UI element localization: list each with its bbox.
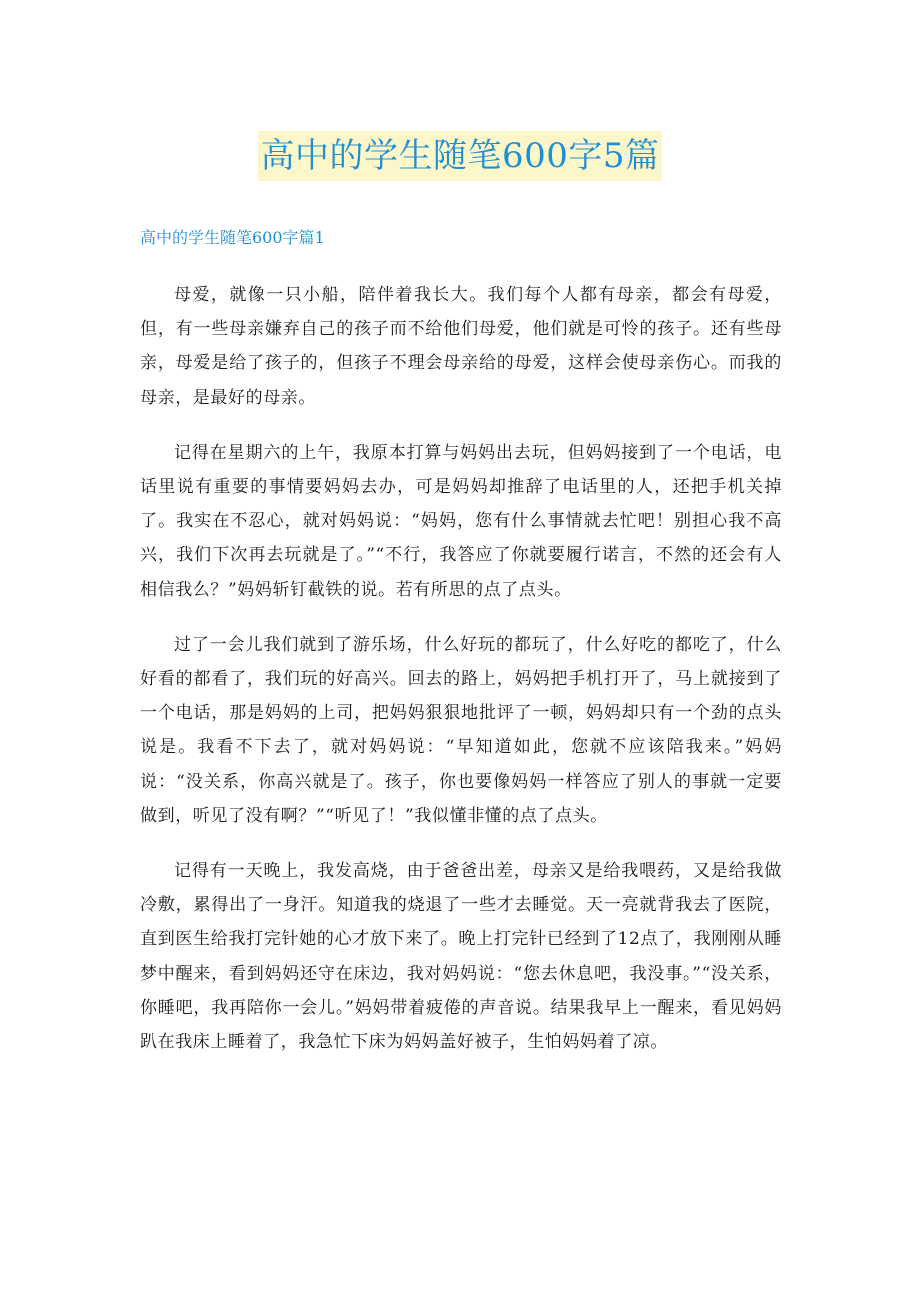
paragraph: 记得有一天晚上，我发高烧，由于爸爸出差，母亲又是给我喂药，又是给我做冷敷，累得出了一身汗。知道我的烧退了一些才去睡觉。天一亮就背我去了医院，直到医生给我打完针她的心才放下来了。晚上打完针已经到了12点了，我刚刚从睡梦中醒来，看到妈妈还守在床边，我对妈妈说：“您去休息吧，我没事。”“没关系，你睡吧，我再陪你一会儿。”妈妈带着疲倦的声音说。结果我早上一醒来，看见妈妈趴在我床上睡着了，我急忙下床为妈妈盖好被子，生怕妈妈着了凉。: [140, 861, 782, 1053]
title-container: [0, 131, 920, 181]
article-body: [140, 278, 782, 1080]
paragraph: 记得在星期六的上午，我原本打算与妈妈出去玩，但妈妈接到了一个电话，电话里说有重要的事情要妈妈去办，可是妈妈却推辞了电话里的人，还把手机关掉了。我实在不忍心，就对妈妈说：“妈妈，您有什么事情就去忙吧！别担心我不高兴，我们下次再去玩就是了。”“不行，我答应了你就要履行诺言，不然的还会有人相信我么？”妈妈斩钉截铁的说。若有所思的点了点头。: [140, 442, 782, 600]
document-title: 高中的学生随笔600字5篇: [258, 131, 661, 181]
section-heading: 高中的学生随笔600字篇1: [140, 228, 325, 247]
paragraph: 过了一会儿我们就到了游乐场，什么好玩的都玩了，什么好吃的都吃了，什么好看的都看了，我们玩的好高兴。回去的路上，妈妈把手机打开了，马上就接到了一个电话，那是妈妈的上司，把妈妈狠狠地批评了一顿，妈妈却只有一个劲的点头说是。我看不下去了，就对妈妈说：“早知道如此，您就不应该陪我来。”妈妈说：“没关系，你高兴就是了。孩子，你也要像妈妈一样答应了别人的事就一定要做到，听见了没有啊？”“听见了！”我似懂非懂的点了点头。: [140, 634, 782, 826]
paragraph: 母爱，就像一只小船，陪伴着我长大。我们每个人都有母亲，都会有母爱，但，有一些母亲嫌弃自己的孩子而不给他们母爱，他们就是可怜的孩子。还有些母亲，母爱是给了孩子的，但孩子不理会母亲给的母爱，这样会使母亲伤心。而我的母亲，是最好的母亲。: [140, 285, 782, 408]
